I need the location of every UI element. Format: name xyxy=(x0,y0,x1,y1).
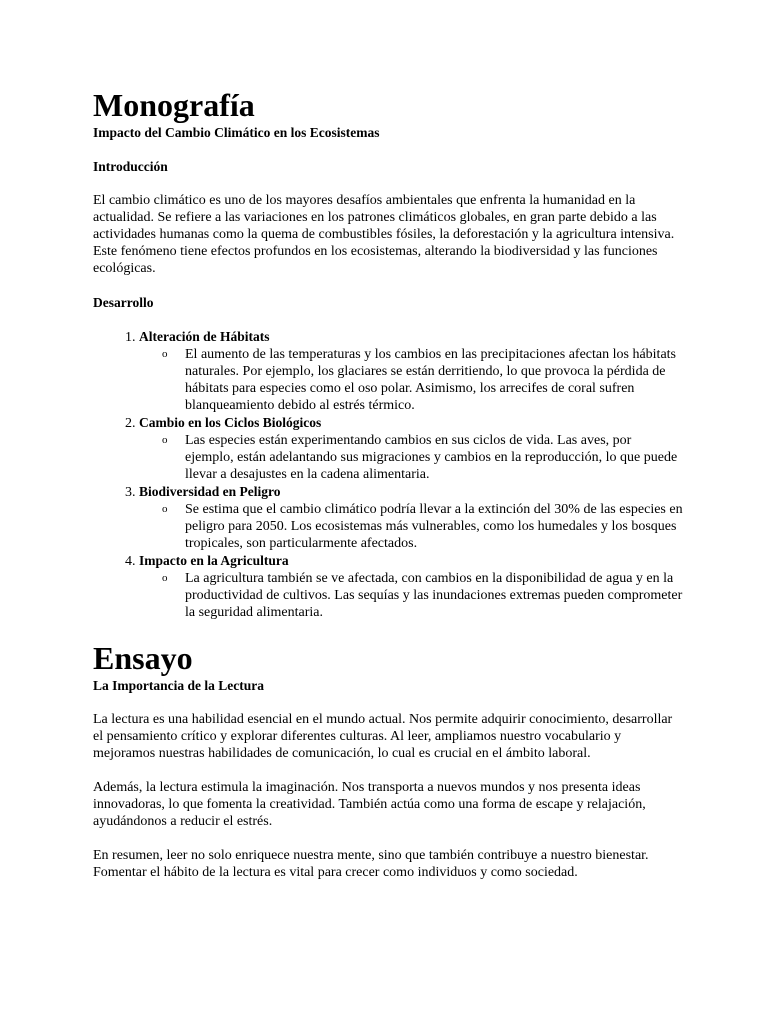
sub-list-item xyxy=(162,346,683,414)
sub-list-item-text: El aumento de las temperaturas y los cambios en las precipitaciones afectan los hábitats naturales. Por ejemplo, los glaciares se están derritiendo, lo que provoca la pérdida de hábitats para especies como el oso polar. Asimismo, los arrecifes de coral sufren blanqueamiento debido al estrés térmico. xyxy=(185,347,676,413)
list-item-title: Biodiversidad en Peligro xyxy=(139,484,281,499)
sub-list xyxy=(139,346,683,414)
intro-paragraph: El cambio climático es uno de los mayores desafíos ambientales que enfrenta la humanidad en la actualidad. Se refiere a las variaciones en los patrones climáticos globales, en gran parte debido a las actividades humanas como la quema de combustibles fósiles, la deforestación y la agricultura intensiva. Este fenómeno tiene efectos profundos en los ecosistemas, alterando la biodiversidad y las funciones ecológicas. xyxy=(93,193,675,276)
monografia-subtitle: Impacto del Cambio Climático en los Ecosistemas xyxy=(93,125,380,140)
spacer xyxy=(93,141,683,158)
spacer xyxy=(93,175,683,192)
sub-list-item-text: La agricultura también se ve afectada, con cambios en la disponibilidad de agua y en la productividad de cultivos. Las sequías y las inundaciones extremas pueden comprometer la seguridad alimentaria. xyxy=(185,571,683,620)
circle-bullet-icon: o xyxy=(162,348,168,360)
sub-list-item-text: Las especies están experimentando cambios en sus ciclos de vida. Las aves, por ejemplo, están adelantando sus migraciones y cambios en la reproducción, lo que puede llevar a desajustes en la cadena alimentaria. xyxy=(185,433,678,482)
spacer xyxy=(93,311,683,328)
spacer xyxy=(93,694,683,711)
sub-list-item-text: Se estima que el cambio climático podría llevar a la extinción del 30% de las especies en peligro para 2050. Los ecosistemas más vulnerables, como los humedales y los bosques tropicales, son particularmente afectados. xyxy=(185,502,683,551)
ensayo-paragraph: Además, la lectura estimula la imaginación. Nos transporta a nuevos mundos y nos presenta ideas innovadoras, lo que fomenta la creatividad. También actúa como una forma de escape y relajación, ayudándonos a reducir el estrés. xyxy=(93,780,646,829)
circle-bullet-icon: o xyxy=(162,434,168,446)
sub-list xyxy=(139,570,683,621)
monografia-title: Monografía xyxy=(93,87,255,123)
list-item xyxy=(139,552,683,621)
list-item xyxy=(139,328,683,414)
list-item xyxy=(139,483,683,552)
sub-list-item xyxy=(162,570,683,621)
list-item-title: Impacto en la Agricultura xyxy=(139,553,289,568)
sub-list-item xyxy=(162,432,683,483)
intro-heading: Introducción xyxy=(93,159,168,174)
ensayo-paragraph: La lectura es una habilidad esencial en el mundo actual. Nos permite adquirir conocimiento, desarrollar el pensamiento crítico y explorar diferentes culturas. Al leer, ampliamos nuestro vocabulario y mejoramos nuestras habilidades de comunicación, lo cual es crucial en el ámbito laboral. xyxy=(93,712,673,761)
list-item-title: Alteración de Hábitats xyxy=(139,329,270,344)
ensayo-paragraph: En resumen, leer no solo enriquece nuestra mente, sino que también contribuye a nuestro bienestar. Fomentar el hábito de la lectura es vital para crecer como individuos y como sociedad. xyxy=(93,848,649,880)
ensayo-title: Ensayo xyxy=(93,640,193,676)
list-item-title: Cambio en los Ciclos Biológicos xyxy=(139,415,322,430)
list-item xyxy=(139,414,683,483)
ensayo-subtitle: La Importancia de la Lectura xyxy=(93,678,264,693)
development-heading: Desarrollo xyxy=(93,295,154,310)
sub-list xyxy=(139,501,683,552)
sub-list-item xyxy=(162,501,683,552)
spacer xyxy=(93,830,683,847)
development-list xyxy=(93,328,683,621)
spacer xyxy=(93,762,683,779)
spacer xyxy=(93,277,683,294)
document-page xyxy=(93,86,683,881)
sub-list xyxy=(139,432,683,483)
circle-bullet-icon: o xyxy=(162,503,168,515)
circle-bullet-icon: o xyxy=(162,572,168,584)
